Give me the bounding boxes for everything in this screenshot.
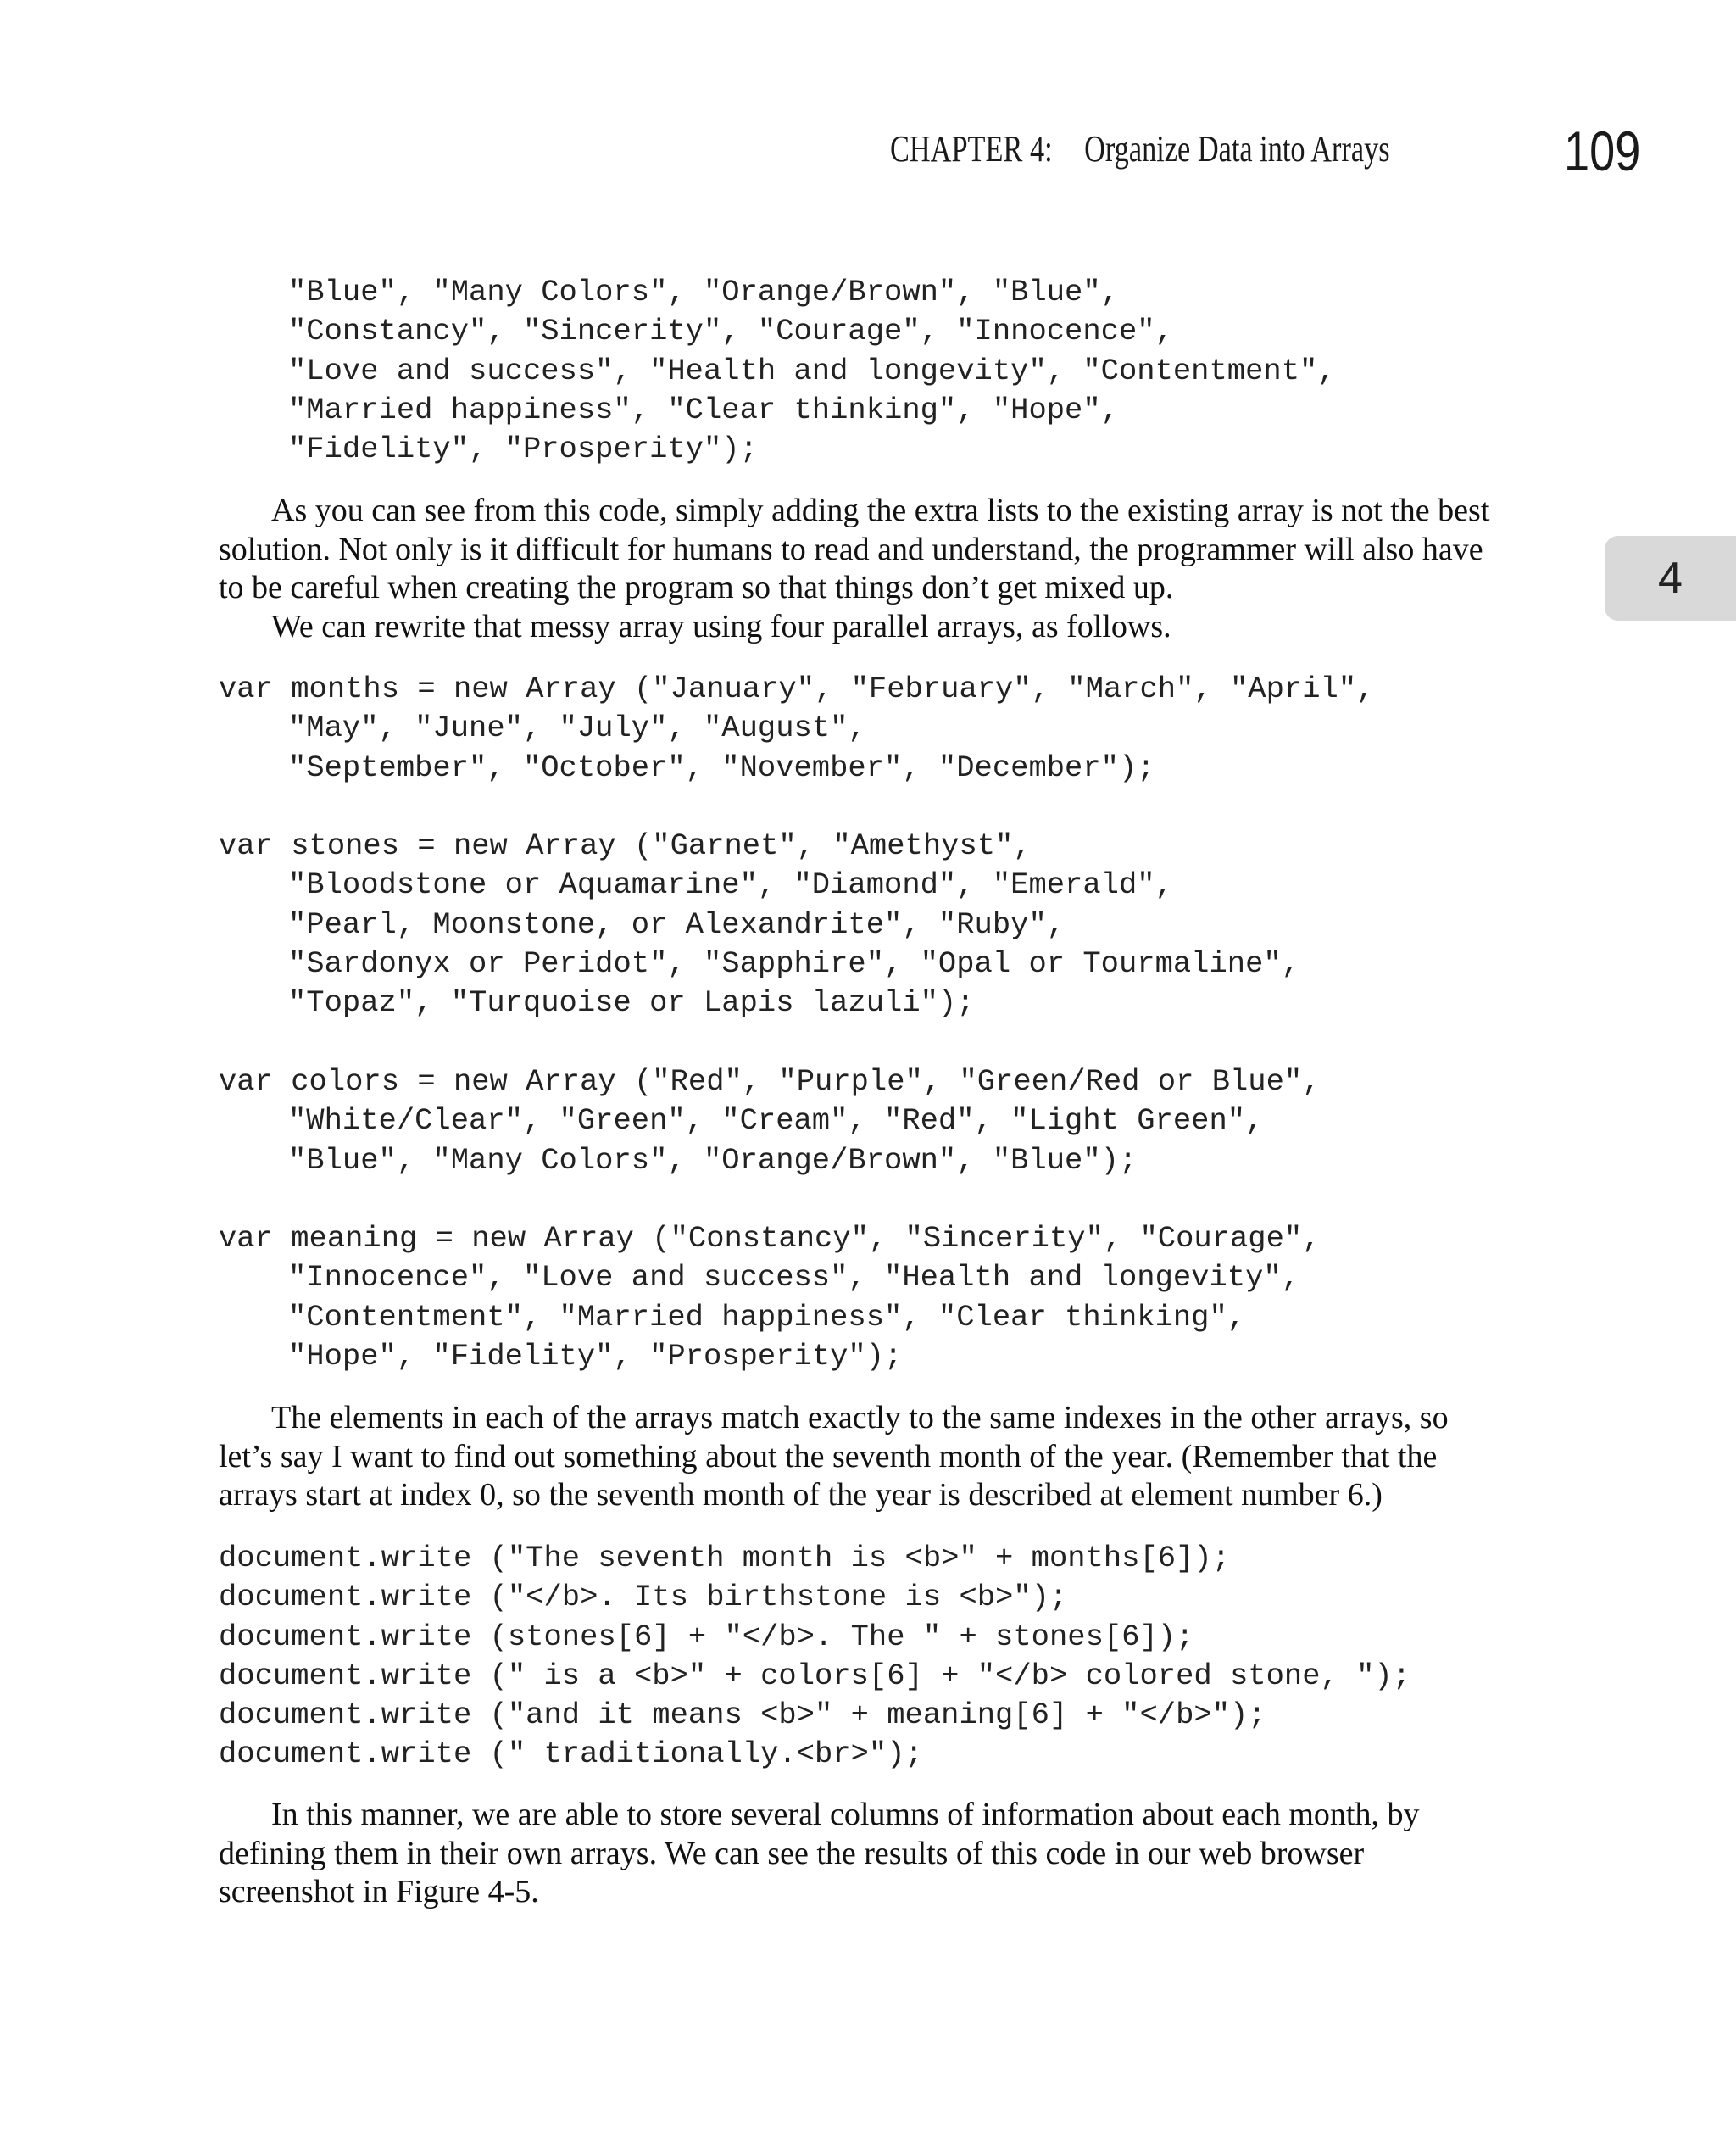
prose-block-2 [219, 1399, 1507, 1515]
code-line: "Topaz", "Turquoise or Lapis lazuli"); [288, 985, 975, 1021]
page-number: 109 [1564, 120, 1641, 182]
code-line: var stones = new Array ("Garnet", "Amethyst", [219, 828, 1032, 864]
code-line: document.write (" traditionally.<br>"); [219, 1736, 923, 1772]
paragraph: As you can see from this code, simply adding the extra lists to the existing array is not the best solution. Not only is it difficult for humans to read and understand, the programmer will also have to be careful when creating the program so that things don’t get mixed up. [219, 493, 1490, 605]
chapter-label: CHAPTER 4: [890, 128, 1053, 170]
code-line: "Blue", "Many Colors", "Orange/Brown", "Blue"); [288, 1142, 1138, 1178]
code-line: "Constancy", "Sincerity", "Courage", "Innocence", [288, 314, 1173, 349]
code-line: "Fidelity", "Prosperity"); [288, 432, 758, 467]
code-line: var colors = new Array ("Red", "Purple", "Green/Red or Blue", [219, 1063, 1321, 1099]
paragraph: The elements in each of the arrays match exactly to the same indexes in the other arrays, so let’s say I want to find out something about the seventh month of the year. (Remember that the arrays start at index 0, so the seventh month of the year is described at element number 6.) [219, 1400, 1449, 1513]
chapter-title: Organize Data into Arrays [1084, 128, 1390, 170]
code-line: "Innocence", "Love and success", "Health and longevity", [288, 1260, 1299, 1296]
code-blank-line [219, 788, 1374, 827]
prose-block-3 [219, 1796, 1507, 1912]
code-block-parallel-arrays [219, 670, 1374, 1376]
code-line: "Married happiness", "Clear thinking", "Hope", [288, 392, 1119, 427]
paragraph: In this manner, we are able to store several columns of information about each month, by defining them in their own arrays. We can see the results of this code in our web browser screenshot in Figure 4-5. [219, 1797, 1420, 1909]
code-block-continued-array [219, 273, 1336, 469]
code-line: document.write (stones[6] + "</b>. The " + stones[6]); [219, 1619, 1194, 1654]
code-line: document.write ("and it means <b>" + meaning[6] + "</b>"); [219, 1697, 1266, 1733]
code-line: "Pearl, Moonstone, or Alexandrite", "Ruby", [288, 906, 1066, 942]
code-line: var meaning = new Array ("Constancy", "Sincerity", "Courage", [219, 1221, 1321, 1257]
code-blank-line [219, 1023, 1374, 1062]
code-block-document-write [219, 1539, 1410, 1775]
code-line: "Contentment", "Married happiness", "Clear thinking", [288, 1299, 1246, 1335]
code-line: "May", "June", "July", "August", [288, 711, 866, 746]
code-line: "Hope", "Fidelity", "Prosperity"); [288, 1339, 903, 1374]
code-line: "September", "October", "November", "December"); [288, 750, 1155, 785]
code-line: var months = new Array ("January", "February", "March", "April", [219, 672, 1375, 706]
paragraph: We can rewrite that messy array using four parallel arrays, as follows. [271, 608, 1171, 644]
code-line: "Love and success", "Health and longevity", "Contentment", [288, 353, 1336, 388]
code-blank-line [219, 1180, 1374, 1219]
running-head [890, 127, 1390, 170]
prose-block-1 [219, 492, 1507, 646]
chapter-thumb-tab: 4 [1605, 536, 1736, 621]
code-line: "Sardonyx or Peridot", "Sapphire", "Opal or Tourmaline", [288, 946, 1299, 982]
code-line: document.write ("</b>. Its birthstone is <b>"); [219, 1580, 1068, 1615]
code-line: document.write (" is a <b>" + colors[6] + "</b> colored stone, "); [219, 1658, 1411, 1693]
code-line: "White/Clear", "Green", "Cream", "Red", "Light Green", [288, 1103, 1264, 1139]
code-line: document.write ("The seventh month is <b>" + months[6]); [219, 1541, 1230, 1575]
code-line: "Blue", "Many Colors", "Orange/Brown", "Blue", [288, 275, 1119, 309]
code-line: "Bloodstone or Aquamarine", "Diamond", "Emerald", [288, 867, 1173, 903]
